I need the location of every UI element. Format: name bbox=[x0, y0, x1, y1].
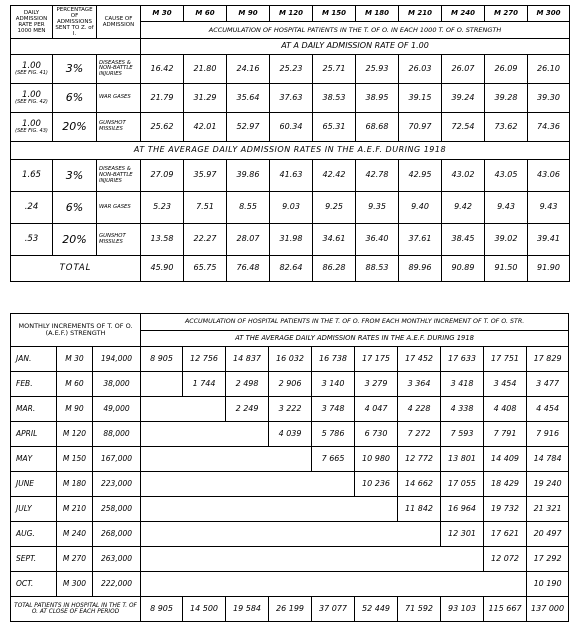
value-cell: 1 744 bbox=[183, 372, 226, 397]
table-row bbox=[11, 347, 569, 372]
value-cell: 13 801 bbox=[441, 447, 484, 472]
value-cell: 39.15 bbox=[399, 84, 442, 113]
month-header: M 210 bbox=[399, 6, 442, 22]
month-label: JUNE bbox=[11, 472, 57, 497]
value-cell: 70.97 bbox=[399, 113, 442, 142]
value-cell: 17 175 bbox=[355, 347, 398, 372]
value-cell: 7.51 bbox=[184, 192, 227, 224]
table-row bbox=[11, 572, 569, 597]
total-value: 89.96 bbox=[399, 256, 442, 282]
empty-cell bbox=[141, 522, 441, 547]
value-cell: 36.40 bbox=[356, 224, 399, 256]
month-header: M 120 bbox=[270, 6, 313, 22]
total-value: 52 449 bbox=[355, 597, 398, 622]
rate-cell: 1.00 (SEE FIG. 41) bbox=[11, 55, 53, 84]
m-label: M 150 bbox=[57, 447, 93, 472]
value-cell: 21.79 bbox=[141, 84, 184, 113]
strength-value: 258,000 bbox=[93, 497, 141, 522]
value-cell: 17 621 bbox=[484, 522, 527, 547]
value-cell: 26.09 bbox=[485, 55, 528, 84]
value-cell: 19 240 bbox=[527, 472, 569, 497]
value-cell: 42.01 bbox=[184, 113, 227, 142]
table-row bbox=[11, 192, 570, 224]
value-cell: 17 055 bbox=[441, 472, 484, 497]
value-cell: 22.27 bbox=[184, 224, 227, 256]
value-cell: 39.02 bbox=[485, 224, 528, 256]
value-cell: 38.95 bbox=[356, 84, 399, 113]
value-cell: 42.42 bbox=[313, 160, 356, 192]
table-row bbox=[11, 447, 569, 472]
cause-cell: GUNSHOT MISSILES bbox=[97, 113, 141, 142]
section-title: AT THE AVERAGE DAILY ADMISSION RATES IN THE A.E.F. DURING 1918 bbox=[11, 142, 570, 160]
m-label: M 240 bbox=[57, 522, 93, 547]
total-value: 91.90 bbox=[528, 256, 570, 282]
value-cell: 43.02 bbox=[442, 160, 485, 192]
value-cell: 21.80 bbox=[184, 55, 227, 84]
total-value: 71 592 bbox=[398, 597, 441, 622]
table-row bbox=[11, 113, 570, 142]
strength-value: 263,000 bbox=[93, 547, 141, 572]
month-header: M 270 bbox=[485, 6, 528, 22]
strength-value: 222,000 bbox=[93, 572, 141, 597]
value-cell: 7 791 bbox=[484, 422, 527, 447]
strength-value: 38,000 bbox=[93, 372, 141, 397]
section-title: AT A DAILY ADMISSION RATE OF 1.00 bbox=[141, 39, 570, 55]
strength-value: 167,000 bbox=[93, 447, 141, 472]
value-cell: 6 730 bbox=[355, 422, 398, 447]
value-cell: 60.34 bbox=[270, 113, 313, 142]
total-value: 137 000 bbox=[527, 597, 569, 622]
month-header: M 180 bbox=[356, 6, 399, 22]
value-cell: 13.58 bbox=[141, 224, 184, 256]
hospital-accumulation-rate-table bbox=[10, 5, 570, 282]
month-label: MAR. bbox=[11, 397, 57, 422]
empty-cell bbox=[141, 572, 527, 597]
table-subcaption: AT THE AVERAGE DAILY ADMISSION RATES IN THE A.E.F. DURING 1918 bbox=[141, 331, 569, 347]
value-cell: 24.16 bbox=[227, 55, 270, 84]
value-cell: 14 662 bbox=[398, 472, 441, 497]
percentage-cell: 6% bbox=[53, 192, 97, 224]
table-row bbox=[11, 397, 569, 422]
total-value: 65.75 bbox=[184, 256, 227, 282]
header-percentage: PERCENTAGE OF ADMISSIONS SENT TO Z. of I. bbox=[53, 6, 97, 39]
month-label: SEPT. bbox=[11, 547, 57, 572]
value-cell: 14 784 bbox=[527, 447, 569, 472]
value-cell: 21 321 bbox=[527, 497, 569, 522]
value-cell: 12 301 bbox=[441, 522, 484, 547]
value-cell: 4 454 bbox=[527, 397, 569, 422]
total-value: 76.48 bbox=[227, 256, 270, 282]
empty-cell bbox=[141, 497, 398, 522]
value-cell: 4 228 bbox=[398, 397, 441, 422]
value-cell: 73.62 bbox=[485, 113, 528, 142]
value-cell: 17 751 bbox=[484, 347, 527, 372]
value-cell: 17 292 bbox=[527, 547, 569, 572]
header-cause: CAUSE OF ADMISSION bbox=[97, 6, 141, 39]
month-label: OCT. bbox=[11, 572, 57, 597]
total-value: 91.50 bbox=[485, 256, 528, 282]
total-value: 14 500 bbox=[183, 597, 226, 622]
total-value: 93 103 bbox=[441, 597, 484, 622]
value-cell: 38.45 bbox=[442, 224, 485, 256]
value-cell: 7 272 bbox=[398, 422, 441, 447]
value-cell: 26.07 bbox=[442, 55, 485, 84]
m-label: M 60 bbox=[57, 372, 93, 397]
total-row bbox=[11, 597, 569, 622]
total-value: 45.90 bbox=[141, 256, 184, 282]
value-cell: 12 756 bbox=[183, 347, 226, 372]
value-cell: 35.64 bbox=[227, 84, 270, 113]
value-cell: 74.36 bbox=[528, 113, 570, 142]
value-cell: 4 047 bbox=[355, 397, 398, 422]
value-cell: 20 497 bbox=[527, 522, 569, 547]
value-cell: 43.06 bbox=[528, 160, 570, 192]
month-label: MAY bbox=[11, 447, 57, 472]
empty-cell bbox=[141, 422, 269, 447]
m-label: M 120 bbox=[57, 422, 93, 447]
table-caption: ACCUMULATION OF HOSPITAL PATIENTS IN THE T. OF O. IN EACH 1000 T. OF O. STRENGTH bbox=[141, 22, 570, 39]
cause-cell: WAR GASES bbox=[97, 84, 141, 113]
total-row bbox=[11, 256, 570, 282]
value-cell: 42.78 bbox=[356, 160, 399, 192]
value-cell: 31.29 bbox=[184, 84, 227, 113]
percentage-cell: 3% bbox=[53, 55, 97, 84]
month-label: FEB. bbox=[11, 372, 57, 397]
percentage-cell: 20% bbox=[53, 113, 97, 142]
value-cell: 18 429 bbox=[484, 472, 527, 497]
total-value: 37 077 bbox=[312, 597, 355, 622]
empty-cell bbox=[141, 547, 484, 572]
value-cell: 3 364 bbox=[398, 372, 441, 397]
rate-cell: 1.65 bbox=[11, 160, 53, 192]
total-value: 90.89 bbox=[442, 256, 485, 282]
value-cell: 3 279 bbox=[355, 372, 398, 397]
value-cell: 16 738 bbox=[312, 347, 355, 372]
total-value: 8 905 bbox=[141, 597, 183, 622]
value-cell: 10 190 bbox=[527, 572, 569, 597]
table-caption: ACCUMULATION OF HOSPITAL PATIENTS IN THE T. OF O. FROM EACH MONTHLY INCREMENT OF T. OF O. STR. bbox=[141, 314, 569, 331]
strength-value: 88,000 bbox=[93, 422, 141, 447]
value-cell: 4 408 bbox=[484, 397, 527, 422]
total-value: 19 584 bbox=[226, 597, 269, 622]
table-row bbox=[11, 422, 569, 447]
table-row bbox=[11, 372, 569, 397]
value-cell: 14 409 bbox=[484, 447, 527, 472]
value-cell: 8.55 bbox=[227, 192, 270, 224]
percentage-cell: 3% bbox=[53, 160, 97, 192]
value-cell: 16 964 bbox=[441, 497, 484, 522]
total-patients-label: TOTAL PATIENTS IN HOSPITAL IN THE T. OF O. AT CLOSE OF EACH PERIOD bbox=[11, 597, 141, 622]
strength-value: 194,000 bbox=[93, 347, 141, 372]
value-cell: 2 249 bbox=[226, 397, 269, 422]
value-cell: 5 786 bbox=[312, 422, 355, 447]
header-admission-rate: DAILY ADMISSION RATE PER 1000 MEN bbox=[11, 6, 53, 39]
value-cell: 3 222 bbox=[269, 397, 312, 422]
value-cell: 38.53 bbox=[313, 84, 356, 113]
value-cell: 9.03 bbox=[270, 192, 313, 224]
month-header: M 60 bbox=[184, 6, 227, 22]
table-row bbox=[11, 547, 569, 572]
value-cell: 3 748 bbox=[312, 397, 355, 422]
value-cell: 68.68 bbox=[356, 113, 399, 142]
empty-cell bbox=[141, 472, 355, 497]
value-cell: 10 980 bbox=[355, 447, 398, 472]
value-cell: 10 236 bbox=[355, 472, 398, 497]
value-cell: 17 829 bbox=[527, 347, 569, 372]
value-cell: 25.71 bbox=[313, 55, 356, 84]
rate-cell: 1.00 (SEE FIG. 43) bbox=[11, 113, 53, 142]
value-cell: 9.42 bbox=[442, 192, 485, 224]
month-label: JULY bbox=[11, 497, 57, 522]
value-cell: 4 039 bbox=[269, 422, 312, 447]
value-cell: 16 032 bbox=[269, 347, 312, 372]
value-cell: 16.42 bbox=[141, 55, 184, 84]
value-cell: 25.23 bbox=[270, 55, 313, 84]
value-cell: 39.30 bbox=[528, 84, 570, 113]
value-cell: 9.40 bbox=[399, 192, 442, 224]
value-cell: 39.41 bbox=[528, 224, 570, 256]
value-cell: 12 072 bbox=[484, 547, 527, 572]
m-label: M 90 bbox=[57, 397, 93, 422]
table-row bbox=[11, 160, 570, 192]
value-cell: 7 665 bbox=[312, 447, 355, 472]
value-cell: 8 905 bbox=[141, 347, 183, 372]
value-cell: 14 837 bbox=[226, 347, 269, 372]
value-cell: 35.97 bbox=[184, 160, 227, 192]
m-label: M 30 bbox=[57, 347, 93, 372]
value-cell: 25.62 bbox=[141, 113, 184, 142]
strength-value: 223,000 bbox=[93, 472, 141, 497]
month-header: M 300 bbox=[528, 6, 570, 22]
value-cell: 7 593 bbox=[441, 422, 484, 447]
total-value: 88.53 bbox=[356, 256, 399, 282]
value-cell: 39.24 bbox=[442, 84, 485, 113]
value-cell: 72.54 bbox=[442, 113, 485, 142]
rate-cell: 1.00 (SEE FIG. 42) bbox=[11, 84, 53, 113]
table-row bbox=[11, 224, 570, 256]
value-cell: 34.61 bbox=[313, 224, 356, 256]
value-cell: 3 454 bbox=[484, 372, 527, 397]
m-label: M 270 bbox=[57, 547, 93, 572]
table-row bbox=[11, 84, 570, 113]
value-cell: 65.31 bbox=[313, 113, 356, 142]
strength-value: 49,000 bbox=[93, 397, 141, 422]
value-cell: 5.23 bbox=[141, 192, 184, 224]
empty-cell bbox=[141, 372, 183, 397]
cause-cell: DISEASES & NON-BATTLE INJURIES bbox=[97, 55, 141, 84]
value-cell: 52.97 bbox=[227, 113, 270, 142]
m-label: M 210 bbox=[57, 497, 93, 522]
value-cell: 9.25 bbox=[313, 192, 356, 224]
value-cell: 3 418 bbox=[441, 372, 484, 397]
value-cell: 43.05 bbox=[485, 160, 528, 192]
m-label: M 300 bbox=[57, 572, 93, 597]
empty-cell bbox=[141, 447, 312, 472]
month-label: JAN. bbox=[11, 347, 57, 372]
value-cell: 39.86 bbox=[227, 160, 270, 192]
cause-cell: WAR GASES bbox=[97, 192, 141, 224]
value-cell: 9.43 bbox=[528, 192, 570, 224]
month-label: APRIL bbox=[11, 422, 57, 447]
cause-cell: DISEASES & NON-BATTLE INJURIES bbox=[97, 160, 141, 192]
total-value: 26 199 bbox=[269, 597, 312, 622]
value-cell: 12 772 bbox=[398, 447, 441, 472]
header-monthly-increments: MONTHLY INCREMENTS OF T. OF O. (A.E.F.) STRENGTH bbox=[11, 314, 141, 347]
value-cell: 19 732 bbox=[484, 497, 527, 522]
percentage-cell: 6% bbox=[53, 84, 97, 113]
value-cell: 42.95 bbox=[399, 160, 442, 192]
monthly-increment-table bbox=[10, 313, 569, 622]
value-cell: 25.93 bbox=[356, 55, 399, 84]
value-cell: 7 916 bbox=[527, 422, 569, 447]
value-cell: 27.09 bbox=[141, 160, 184, 192]
total-value: 82.64 bbox=[270, 256, 313, 282]
total-label: TOTAL bbox=[11, 256, 141, 282]
value-cell: 41.63 bbox=[270, 160, 313, 192]
table-row bbox=[11, 55, 570, 84]
month-header: M 30 bbox=[141, 6, 184, 22]
value-cell: 2 906 bbox=[269, 372, 312, 397]
total-value: 115 667 bbox=[484, 597, 527, 622]
month-header: M 240 bbox=[442, 6, 485, 22]
value-cell: 37.63 bbox=[270, 84, 313, 113]
blank-cell bbox=[11, 39, 141, 55]
value-cell: 4 338 bbox=[441, 397, 484, 422]
value-cell: 39.28 bbox=[485, 84, 528, 113]
value-cell: 26.03 bbox=[399, 55, 442, 84]
value-cell: 31.98 bbox=[270, 224, 313, 256]
value-cell: 2 498 bbox=[226, 372, 269, 397]
table-row bbox=[11, 472, 569, 497]
table-row bbox=[11, 497, 569, 522]
value-cell: 3 477 bbox=[527, 372, 569, 397]
value-cell: 28.07 bbox=[227, 224, 270, 256]
table-row bbox=[11, 522, 569, 547]
value-cell: 17 452 bbox=[398, 347, 441, 372]
rate-cell: .24 bbox=[11, 192, 53, 224]
value-cell: 3 140 bbox=[312, 372, 355, 397]
value-cell: 11 842 bbox=[398, 497, 441, 522]
month-header: M 90 bbox=[227, 6, 270, 22]
month-header: M 150 bbox=[313, 6, 356, 22]
rate-cell: .53 bbox=[11, 224, 53, 256]
value-cell: 9.35 bbox=[356, 192, 399, 224]
total-value: 86.28 bbox=[313, 256, 356, 282]
value-cell: 37.61 bbox=[399, 224, 442, 256]
m-label: M 180 bbox=[57, 472, 93, 497]
value-cell: 9.43 bbox=[485, 192, 528, 224]
empty-cell bbox=[141, 397, 226, 422]
cause-cell: GUNSHOT MISSILES bbox=[97, 224, 141, 256]
strength-value: 268,000 bbox=[93, 522, 141, 547]
value-cell: 17 633 bbox=[441, 347, 484, 372]
percentage-cell: 20% bbox=[53, 224, 97, 256]
month-label: AUG. bbox=[11, 522, 57, 547]
value-cell: 26.10 bbox=[528, 55, 570, 84]
